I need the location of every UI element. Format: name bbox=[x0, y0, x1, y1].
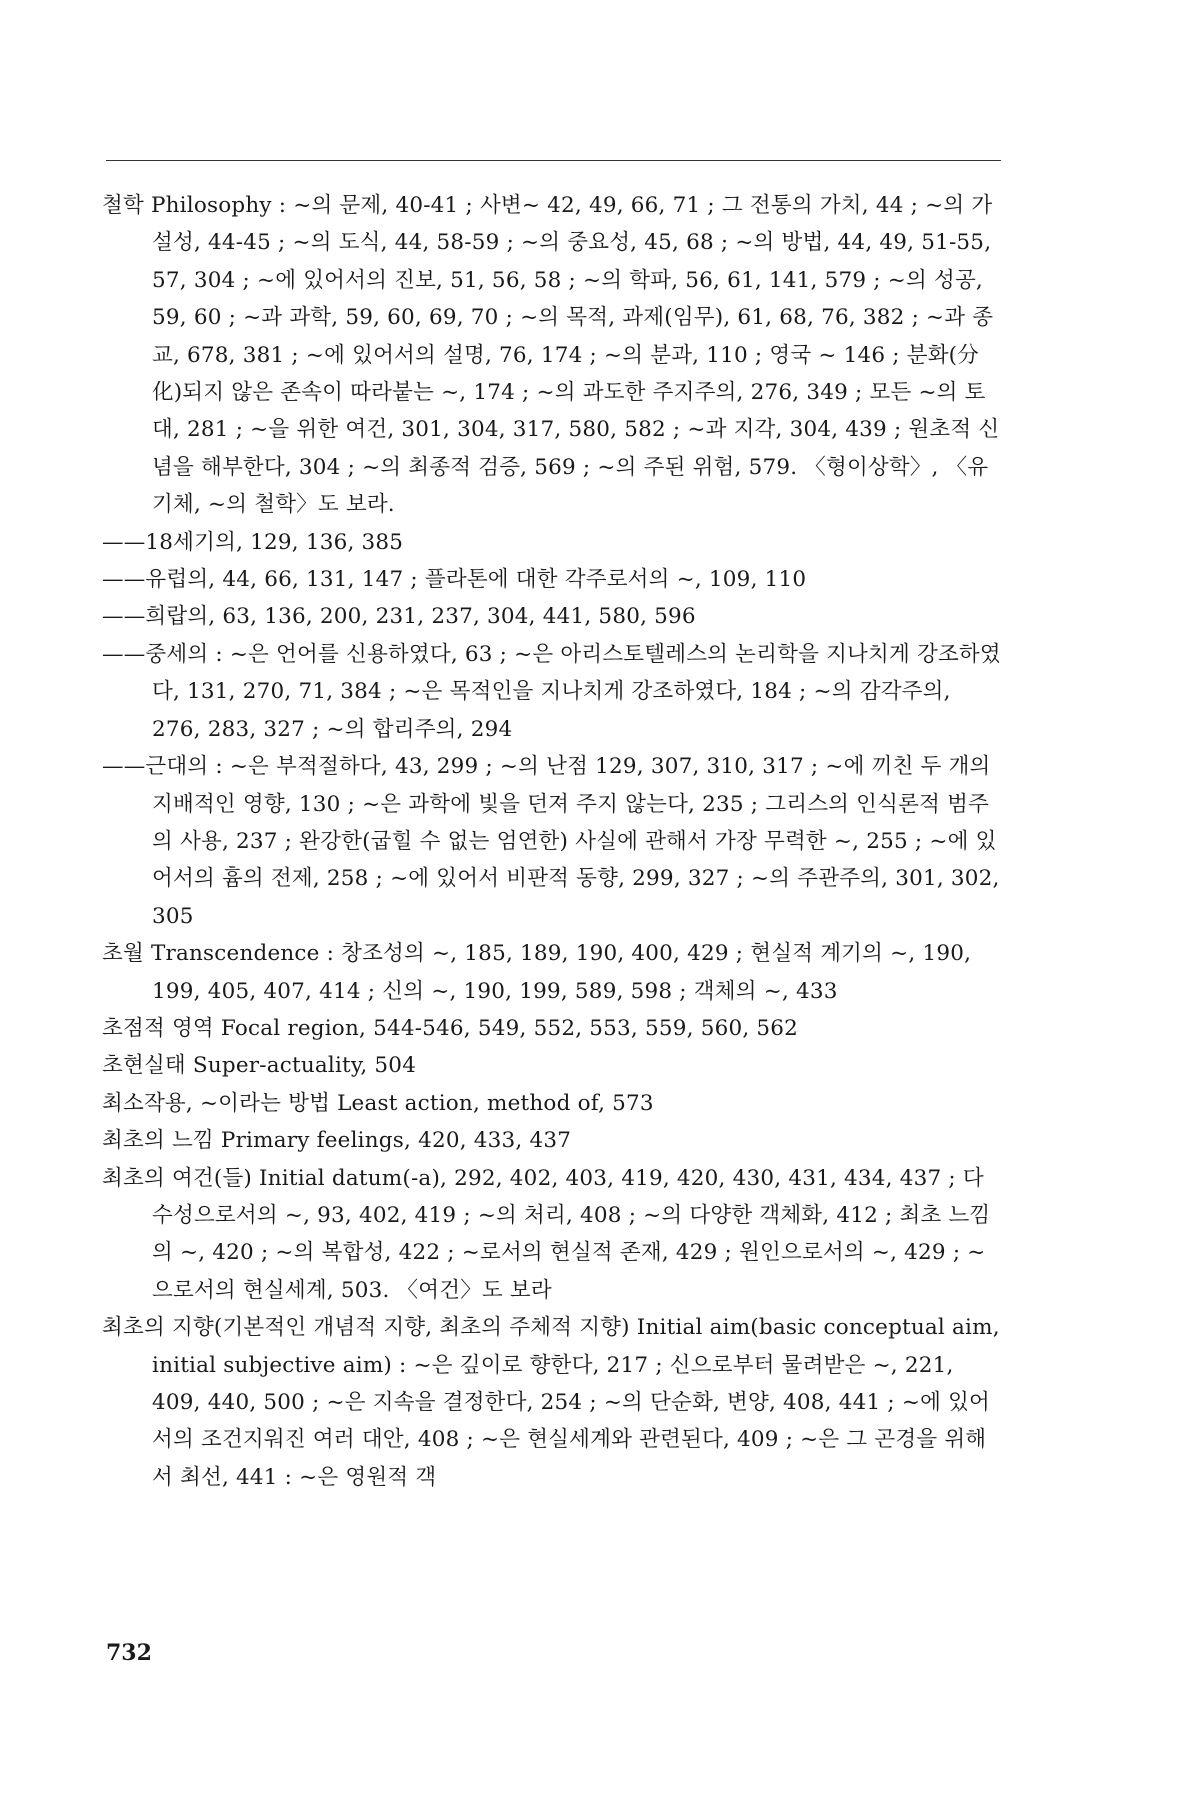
index-subentry-modern: ——근대의 : ~은 부적절하다, 43, 299 ; ~의 난점 129, 307, 310, 317 ; ~에 끼친 두 개의 지배적인 영향, 130 ; ~은 과학에 빛을 던져 주지 않는다, 235 ; 그리스의 인식론적 범주의 사용, 237 ; 완강한(굽힐 수 없는 엄연한) 사실에 관해서 가장 무력한 ~, 255 ; ~에 있어서의 흄의 전제, 258 ; ~에 있어서 비판적 동향, 299, 327 ; ~의 주관주의, 301, 302, 305 bbox=[102, 754, 1000, 929]
index-entry-least-action: 최소작용, ~이라는 방법 Least action, method of, 573 bbox=[102, 1090, 654, 1116]
index-entry-super-actuality: 초현실태 Super-actuality, 504 bbox=[102, 1053, 417, 1079]
index-entry-philosophy: 철학 Philosophy : ~의 문제, 40-41 ; 사변~ 42, 49, 66, 71 ; 그 전통의 가치, 44 ; ~의 가설성, 44-45 ; ~의 도식, 44, 58-59 ; ~의 중요성, 45, 68 ; ~의 방법, 44, 49, 51-55, 57, 304 ; ~에 있어서의 진보, 51, 56, 58 ; ~의 학파, 56, 61, 141, 579 ; ~의 성공, 59, 60 ; ~과 과학, 59, 60, 69, 70 ; ~의 목적, 과제(임무), 61, 68, 76, 382 ; ~과 종교, 678, 381 ; ~에 있어서의 설명, 76, 174 ; ~의 분과, 110 ; 영국 ~ 146 ; 분화(分化)되지 않은 존속이 따라붙는 ~, 174 ; ~의 과도한 주지주의, 276, 349 ; 모든 ~의 토대, 281 ; ~을 위한 여건, 301, 304, 317, 580, 582 ; ~과 지각, 304, 439 ; 원초적 신념을 해부한다, 304 ; ~의 최종적 검증, 569 ; ~의 주된 위험, 579. 〈형이상학〉, 〈유기체, ~의 철학〉도 보라. bbox=[102, 193, 1000, 518]
index-subentry-medieval: ——중세의 : ~은 언어를 신용하였다, 63 ; ~은 아리스토텔레스의 논리학을 지나치게 강조하였다, 131, 270, 71, 384 ; ~은 목적인을 지나치게 강조하였다, 184 ; ~의 감각주의, 276, 283, 327 ; ~의 합리주의, 294 bbox=[102, 641, 1001, 742]
index-subentry-european: ——유럽의, 44, 66, 131, 147 ; 플라톤에 대한 각주로서의 ~, 109, 110 bbox=[102, 567, 807, 593]
index-entry-primary-feelings: 최초의 느낌 Primary feelings, 420, 433, 437 bbox=[102, 1128, 572, 1154]
index-entry-focal-region: 초점적 영역 Focal region, 544-546, 549, 552, 553, 559, 560, 562 bbox=[102, 1015, 799, 1041]
index-content bbox=[102, 187, 1002, 1496]
index-subentry-18th-century: ——18세기의, 129, 136, 385 bbox=[102, 529, 404, 555]
index-subentry-greek: ——희랍의, 63, 136, 200, 231, 237, 304, 441, 580, 596 bbox=[102, 604, 696, 630]
index-entry-initial-datum: 최초의 여건(들) Initial datum(-a), 292, 402, 403, 419, 420, 430, 431, 434, 437 ; 다수성으로서의 ~, 93, 402, 419 ; ~의 처리, 408 ; ~의 다양한 객체화, 412 ; 최초 느낌의 ~, 420 ; ~의 복합성, 422 ; ~로서의 현실적 존재, 429 ; 원인으로서의 ~, 429 ; ~으로서의 현실세계, 503. 〈여건〉도 보라 bbox=[102, 1165, 991, 1303]
index-entry-transcendence: 초월 Transcendence : 창조성의 ~, 185, 189, 190, 400, 429 ; 현실적 계기의 ~, 190, 199, 405, 407, 414 ; 신의 ~, 190, 199, 589, 598 ; 객체의 ~, 433 bbox=[102, 941, 972, 1004]
index-entry-initial-aim: 최초의 지향(기본적인 개념적 지향, 최초의 주체적 지향) Initial aim(basic conceptual aim, initial subjective aim) : ~은 깊이로 향한다, 217 ; 신으로부터 물려받은 ~, 221, 409, 440, 500 ; ~은 지속을 결정한다, 254 ; ~의 단순화, 변양, 408, 441 ; ~에 있어서의 조건지워진 여러 대안, 408 ; ~은 현실세계와 관련된다, 409 ; ~은 그 곤경을 위해서 최선, 441 : ~은 영원적 객 bbox=[102, 1315, 1000, 1490]
header-rule bbox=[106, 160, 1001, 161]
page-number: 732 bbox=[106, 1640, 152, 1666]
